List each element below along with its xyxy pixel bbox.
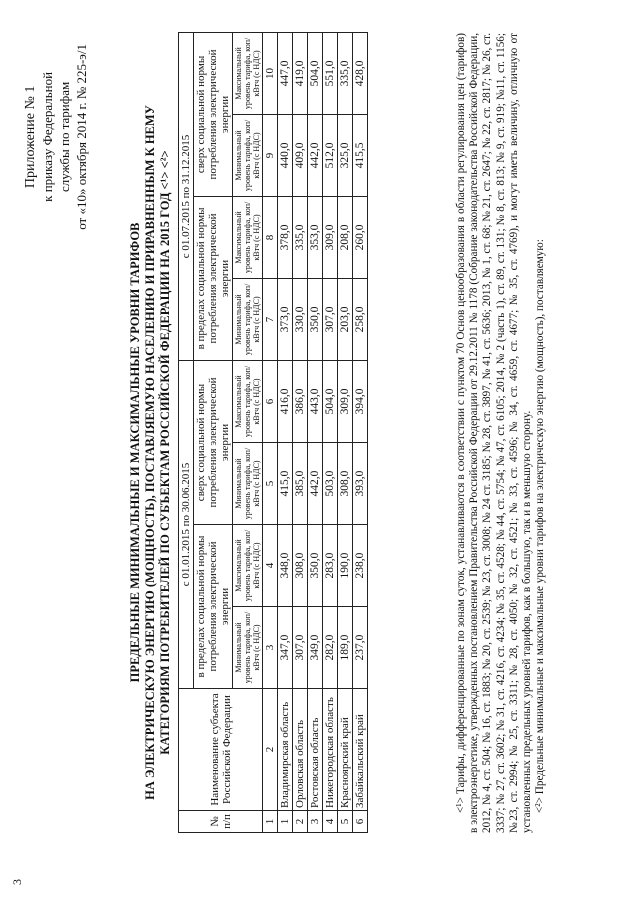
tariff-table (178, 32, 368, 833)
tariff-cell: 442,0 (308, 443, 323, 525)
tariff-cell: 325,0 (338, 114, 353, 196)
region-name: Нижегородская область (323, 689, 338, 811)
tariff-cell: 260,0 (353, 196, 368, 278)
column-index: 10 (263, 32, 278, 114)
tariff-cell: 308,0 (293, 525, 308, 607)
row-no: 1 (278, 811, 293, 833)
region-name: Забайкальский край (353, 689, 368, 811)
header-within-norm: в пределах социальной нормы потребления электрической энергии (194, 196, 233, 360)
column-index: 2 (263, 689, 278, 811)
column-index: 6 (263, 360, 278, 442)
tariff-cell: 551,0 (323, 32, 338, 114)
column-index: 4 (263, 525, 278, 607)
tariff-cell: 190,0 (338, 525, 353, 607)
column-index: 8 (263, 196, 278, 278)
tariff-cell: 347,0 (278, 607, 293, 689)
tariff-cell: 415,5 (353, 114, 368, 196)
tariff-cell: 428,0 (353, 32, 368, 114)
document-title (128, 100, 173, 805)
table-row (293, 32, 308, 832)
row-no: 5 (338, 811, 353, 833)
tariff-cell: 504,0 (323, 360, 338, 442)
region-name: Орловская область (293, 689, 308, 811)
tariff-cell: 353,0 (308, 196, 323, 278)
tariff-cell: 350,0 (308, 525, 323, 607)
header-above-norm: сверх социальной нормы потребления электрической энергии (194, 360, 233, 524)
tariff-cell: 378,0 (278, 196, 293, 278)
row-no: 6 (353, 811, 368, 833)
header-within-norm: в пределах социальной нормы потребления электрической энергии (194, 525, 233, 689)
tariff-cell: 330,0 (293, 278, 308, 360)
page-number: 3 (10, 879, 24, 885)
table-row (323, 32, 338, 832)
header-min-level: Минимальный уровень тарифа, коп/кВтч (с НДС) (233, 607, 263, 689)
tariff-cell: 237,0 (353, 607, 368, 689)
table-row (338, 32, 353, 832)
tariff-cell: 349,0 (308, 607, 323, 689)
tariff-cell: 203,0 (338, 278, 353, 360)
header-max-level: Максимальный уровень тарифа, коп/кВтч (с НДС) (233, 525, 263, 607)
header-max-level: Максимальный уровень тарифа, коп/кВтч (с НДС) (233, 196, 263, 278)
tariff-cell: 503,0 (323, 443, 338, 525)
tariff-cell: 447,0 (278, 32, 293, 114)
tariff-cell: 308,0 (338, 443, 353, 525)
region-name: Ростовская область (308, 689, 323, 811)
tariff-cell: 189,0 (338, 607, 353, 689)
footnote-1: <¹> Тарифы, дифференцированные по зонам суток, устанавливаются в соответствии с пунктом 70 Основ ценообразования в области регулирования цен (тарифов) в электроэнергетике, утвержденных постановлением Правительства Российской Федерации от 29.12.2011 № 1178 (Собрание законодательства Российской Федерации, 2012, № 4, ст. 504; № 16, ст. 1883; № 20, ст. 2539; № 23, ст. 3008; № 24 ст. 3185; № 28, ст. 3897, № 41, ст. 5636; 2013, № 1, ст. 68; № 21, ст. 2647; № 22, ст. 2817; № 26, ст. 3337; № 27, ст. 3602; № 31, ст. 4216, ст. 4234; № 35, ст. 4528; № 44, ст. 5754; № 47, ст. 6105; 2014, № 2 (часть 1), ст. 89, ст. 131; № 8, ст. 813; № 9, ст. 919; №11, ст. 1156; №23, ст. 2994; № 25, ст. 3311; № 28, ст. 4050; № 32, ст. 4521; № 33, ст. 4596; № 34, ст. 4659, ст. 4677; № 35, ст. 4769), и могут иметь величину, отличную от установленных предельных уровней тарифов, как в большую, так и в меньшую сторону. (455, 33, 534, 833)
region-name: Красноярский край (338, 689, 353, 811)
header-max-level: Максимальный уровень тарифа, коп/кВтч (с НДС) (233, 32, 263, 114)
tariff-cell: 504,0 (308, 32, 323, 114)
column-index: 9 (263, 114, 278, 196)
column-index: 3 (263, 607, 278, 689)
appendix-block (22, 44, 90, 230)
tariff-cell: 416,0 (278, 360, 293, 442)
region-name: Владимирская область (278, 689, 293, 811)
tariff-cell: 442,0 (308, 114, 323, 196)
tariff-cell: 373,0 (278, 278, 293, 360)
footnotes (455, 33, 547, 833)
tariff-cell: 335,0 (293, 196, 308, 278)
tariff-cell: 443,0 (308, 360, 323, 442)
tariff-table-wrap (178, 33, 368, 833)
tariff-cell: 208,0 (338, 196, 353, 278)
tariff-cell: 309,0 (338, 360, 353, 442)
table-row (353, 32, 368, 832)
tariff-cell: 348,0 (278, 525, 293, 607)
title-line: НА ЭЛЕКТРИЧЕСКУЮ ЭНЕРГИЮ (МОЩНОСТЬ), ПОСТАВЛЯЕМУЮ НАСЕЛЕНИЮ И ПРИРАВНЕННЫМ К НЕМУ (143, 105, 157, 800)
tariff-cell: 350,0 (308, 278, 323, 360)
row-no: 4 (323, 811, 338, 833)
tariff-cell: 440,0 (278, 114, 293, 196)
header-name: Наименование субъекта Российской Федерации (179, 689, 263, 811)
appendix-line: к приказу Федеральной (40, 71, 55, 202)
title-line: КАТЕГОРИЯМ ПОТРЕБИТЕЛЕЙ ПО СУБЪЕКТАМ РОССИЙСКОЙ ФЕДЕРАЦИИ НА 2015 ГОД <¹> <²> (158, 150, 172, 755)
table-row (308, 32, 323, 832)
tariff-cell: 415,0 (278, 443, 293, 525)
row-no: 2 (293, 811, 308, 833)
header-min-level: Минимальный уровень тарифа, коп/кВтч (с НДС) (233, 114, 263, 196)
tariff-cell: 282,0 (323, 607, 338, 689)
tariff-cell: 258,0 (353, 278, 368, 360)
tariff-cell: 409,0 (293, 114, 308, 196)
column-index: 1 (263, 811, 278, 833)
row-no: 3 (308, 811, 323, 833)
header-no: № п/п (179, 811, 263, 833)
tariff-cell: 394,0 (353, 360, 368, 442)
header-min-level: Минимальный уровень тарифа, коп/кВтч (с НДС) (233, 443, 263, 525)
tariff-cell: 335,0 (338, 32, 353, 114)
appendix-title: Приложение № 1 (23, 85, 38, 189)
tariff-cell: 385,0 (293, 443, 308, 525)
table-row (278, 32, 293, 832)
header-period-1: с 01.01.2015 по 30.06.2015 (179, 360, 194, 688)
title-line: ПРЕДЕЛЬНЫЕ МИНИМАЛЬНЫЕ И МАКСИМАЛЬНЫЕ УРОВНИ ТАРИФОВ (128, 222, 142, 683)
tariff-cell: 307,0 (293, 607, 308, 689)
column-index: 7 (263, 278, 278, 360)
tariff-cell: 283,0 (323, 525, 338, 607)
tariff-cell: 393,0 (353, 443, 368, 525)
tariff-cell: 419,0 (293, 32, 308, 114)
footnote-2: <²> Предельные минимальные и максимальные уровни тарифов на электрическую энергию (мощность), поставляемую: (534, 239, 547, 813)
appendix-line: службы по тарифам (57, 81, 72, 192)
tariff-cell: 386,0 (293, 360, 308, 442)
header-above-norm: сверх социальной нормы потребления электрической энергии (194, 32, 233, 196)
tariff-cell: 238,0 (353, 525, 368, 607)
tariff-cell: 512,0 (323, 114, 338, 196)
tariff-cell: 309,0 (323, 196, 338, 278)
column-index: 5 (263, 443, 278, 525)
column-index-row (263, 32, 278, 832)
header-period-2: с 01.07.2015 по 31.12.2015 (179, 32, 194, 360)
tariff-cell: 307,0 (323, 278, 338, 360)
appendix-date: от «10» октября 2014 г. № 225-э/1 (74, 44, 89, 230)
header-max-level: Максимальный уровень тарифа, коп/кВтч (с НДС) (233, 360, 263, 442)
header-min-level: Минимальный уровень тарифа, коп/кВтч (с НДС) (233, 278, 263, 360)
